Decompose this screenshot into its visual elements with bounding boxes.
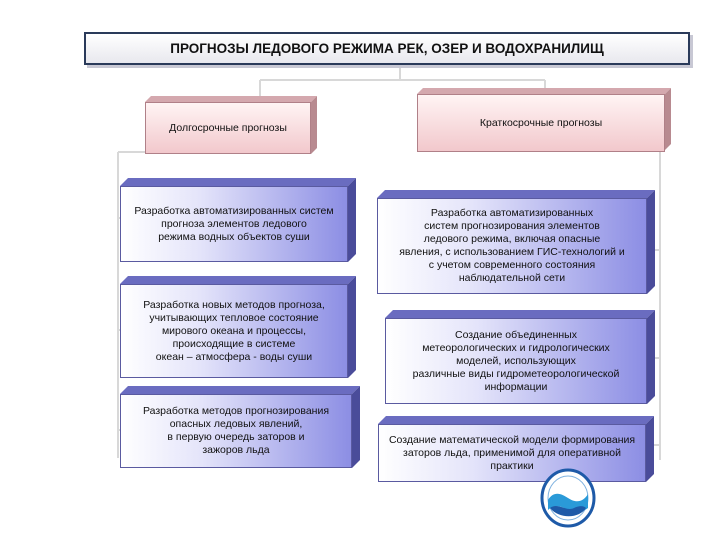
right-item-1: Разработка автоматизированных систем прогнозирования элементов ледового режима, включая опасные явления, с использованием ГИС-технологий и с учетом современного состояния наблюдательной сети — [377, 198, 647, 294]
left-item-2: Разработка новых методов прогноза, учитывающих тепловое состояние мирового океана и процессы, происходящие в системе океан – атмосфера - воды суши — [120, 284, 348, 378]
right-item-2: Создание объединенных метеорологических и гидрологических моделей, использующих различные виды гидрометеорологической информации — [385, 318, 647, 404]
left-item-3: Разработка методов прогнозирования опасных ледовых явлений, в первую очередь заторов и зажоров льда — [120, 394, 352, 468]
diagram-title: ПРОГНОЗЫ ЛЕДОВОГО РЕЖИМА РЕК, ОЗЕР И ВОДОХРАНИЛИЩ — [84, 32, 690, 65]
short-term-forecasts-header: Краткосрочные прогнозы — [417, 94, 665, 152]
right-item-3: Создание математической модели формирования заторов льда, применимой для оперативной практики — [378, 424, 646, 482]
left-item-1: Разработка автоматизированных систем прогноза элементов ледового режима водных объектов суши — [120, 186, 348, 262]
long-term-forecasts-header: Долгосрочные прогнозы — [145, 102, 311, 154]
hydromet-wave-logo-icon — [540, 468, 596, 528]
